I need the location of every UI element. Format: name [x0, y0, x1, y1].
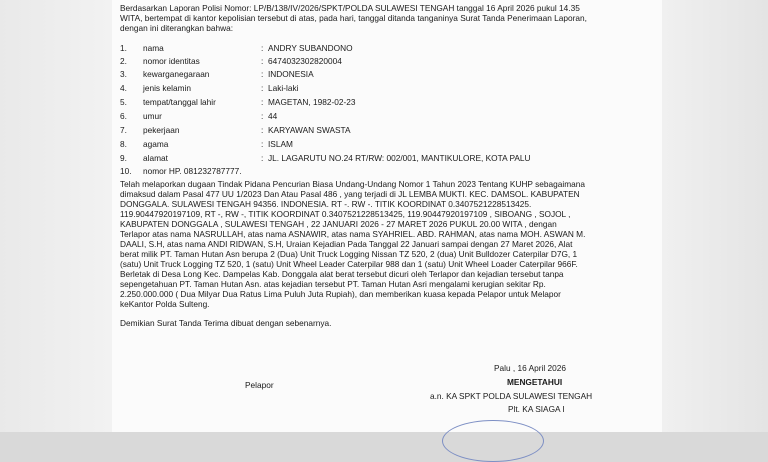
body-line: DAALI, S.H, atas nama ANDI RIDWAN, S.H, Uraian Kejadian Pada Tanggal 22 Januari sampai dengan 27 Maret 2026, Alat [120, 239, 573, 249]
signatory-title: Plt. KA SIAGA I [508, 404, 565, 414]
official-stamp [442, 420, 544, 462]
left-background [0, 0, 112, 432]
signatory-office: a.n. KA SPKT POLDA SULAWESI TENGAH [430, 391, 593, 401]
right-background [662, 0, 768, 432]
body-line: DONGGALA. SULAWESI TENGAH 94356. INDONESIA. RT -. RW -. TITIK KOORDINAT 0.3407521228513425. [120, 199, 532, 209]
mengetahui-label: MENGETAHUI [507, 377, 563, 387]
body-line: sepengetahuan PT. Taman Hutan Asn. atas kejadian tersebut PT. Taman Hutan Asri mengalami kerugian sekitar Rp. [120, 279, 546, 289]
intro-line: WITA, bertempat di kantor kepolisian tersebut di atas, pada hari, tanggal ditanda tanganinya Surat Tanda Penerimaan Laporan, [120, 13, 587, 23]
body-line: Telah melaporkan dugaan Tindak Pidana Pencurian Biasa Undang-Undang Nomor 1 Tahun 2023 Tentang KUHP sebagaimana [120, 179, 585, 189]
document-page: Berdasarkan Laporan Polisi Nomor: LP/B/138/IV/2026/SPKT/POLDA SULAWESI TENGAH tanggal 16 April 2026 pukul 14.35 WITA, bertempat di kantor kepolisian tersebut di atas, pada hari, tanggal ditanda tanganinya Surat Tanda Penerimaan Laporan, dengan ini diterangkan bahwa: 1. nama : ANDRY SUBANDONO 2. nomor identitas : 6474032302820004 3. kewarganegaraan : INDONESIA 4. jenis kelamin : Laki-laki 5. tempat/tanggal lahir : MAGETAN, 1982-02-23 6. umur : 44 7. pekerjaan : KARYAWAN SWASTA 8. agama : ISLAM 9. alamat : JL. LAGARUTU NO.24 RT/RW: 002/001, MANTIKULORE, KOTA PALU 10. nomor HP. 081232787777. Telah melaporkan dugaan Tindak Pidana Pencurian Biasa Undang-Undang Nomor 1 Tahun 2023 Tentang KUHP sebagaimana dimaksud dalam Pasal 477 UU 1/2023 Dan Atau Pasal 486 , yang terjadi di JL LEMBA MUKTI. KEC. DAMSOL. KABUPATEN DONGGALA. SULAWESI TENGAH 94356. INDONESIA. RT -. RW -. TITIK KOORDINAT 0.3407521228513425. 119.90447920197109, RT -, RW -, TITIK KOORDINAT 0.3407521228513425, 119.90447920197109 , SIBOANG , SOJOL , KABUPATEN DONGGALA , SULAWESI TENGAH , 22 JANUARI 2026 - 27 MARET 2026 PUKUL 20.00 WITA , dengan Terlapor atas nama NASRULLAH, atas nama ASNAWIR, atas nama SYAHRIEL. ABD. RAHMAN, atas nama MOH. ASWAN M. DAALI, S.H, atas nama ANDI RIDWAN, S.H, Uraian Kejadian Pada Tanggal 22 Januari sampai dengan 27 Maret 2026, Alat berat milik PT. Taman Hutan Asn berupa 2 (Dua) Unit Truck Logging Nissan TZ 520, 2 (dua) Unit Bulldozer Caterpilar D7G, 1 (satu) Unit Truck Logging TZ 520, 1 (satu) Unit Wheel Leader Caterpilar 988 dan 1 (satu) Unit Wheel Loader Caterpilar 966F. Berletak di Desa Long Kec. Dampelas Kab. Donggala alat berat tersebut dicuri oleh Terlapor dan kejadian tersebut tanpa sepengetahuan PT. Taman Hutan Asn. atas kejadian tersebut PT. Taman Hutan Asri mengalami kerugian sekitar Rp. 2.250.000.000 ( Dua Milyar Dua Ratus Lima Puluh Juta Rupiah), dan memberikan kuasa kepada Pelapor untuk Melapor keKantor Polda Sulteng. Demikian Surat Tanda Terima dibuat dengan sebenarnya. Palu , 16 April 2026 Pelapor MENGETAHUI a.n. KA SPKT POLDA SULAWESI TENGAH Plt. KA SIAGA I [112, 0, 662, 432]
place-date: Palu , 16 April 2026 [494, 363, 566, 373]
body-line: dimaksud dalam Pasal 477 UU 1/2023 Dan Atau Pasal 486 , yang terjadi di JL LEMBA MUKTI. KEC. DAMSOL. KABUPATEN [120, 189, 580, 199]
pelapor-label: Pelapor [245, 380, 274, 390]
body-line: 2.250.000.000 ( Dua Milyar Dua Ratus Lima Puluh Juta Rupiah), dan memberikan kuasa kepada Pelapor untuk Melapor [120, 289, 561, 299]
intro-paragraph [120, 3, 587, 33]
body-line: Terlapor atas nama NASRULLAH, atas nama ASNAWIR, atas nama SYAHRIEL. ABD. RAHMAN, atas nama MOH. ASWAN M. [120, 229, 586, 239]
body-line: berat milik PT. Taman Hutan Asn berupa 2 (Dua) Unit Truck Logging Nissan TZ 520, 2 (dua) Unit Bulldozer Caterpilar D7G, 1 [120, 249, 578, 259]
body-line: keKantor Polda Sulteng. [120, 299, 210, 309]
intro-line: Berdasarkan Laporan Polisi Nomor: LP/B/138/IV/2026/SPKT/POLDA SULAWESI TENGAH tanggal 16 April 2026 pukul 14.35 [120, 3, 580, 13]
closing-statement: Demikian Surat Tanda Terima dibuat dengan sebenarnya. [120, 318, 332, 328]
body-line: Berletak di Desa Long Kec. Dampelas Kab. Donggala alat berat tersebut dicuri oleh Terlapor dan kejadian tersebut tanpa [120, 269, 564, 279]
body-line: KABUPATEN DONGGALA , SULAWESI TENGAH , 22 JANUARI 2026 - 27 MARET 2026 PUKUL 20.00 WITA , dengan [120, 219, 557, 229]
report-body [120, 179, 585, 309]
intro-line: dengan ini diterangkan bahwa: [120, 23, 234, 33]
body-line: 119.90447920197109, RT -, RW -, TITIK KOORDINAT 0.3407521228513425, 119.90447920197109 , SIBOANG , SOJOL , [120, 209, 571, 219]
body-line: (satu) Unit Truck Logging TZ 520, 1 (satu) Unit Wheel Leader Caterpilar 988 dan 1 (satu) Unit Wheel Loader Caterpilar 966F. [120, 259, 578, 269]
